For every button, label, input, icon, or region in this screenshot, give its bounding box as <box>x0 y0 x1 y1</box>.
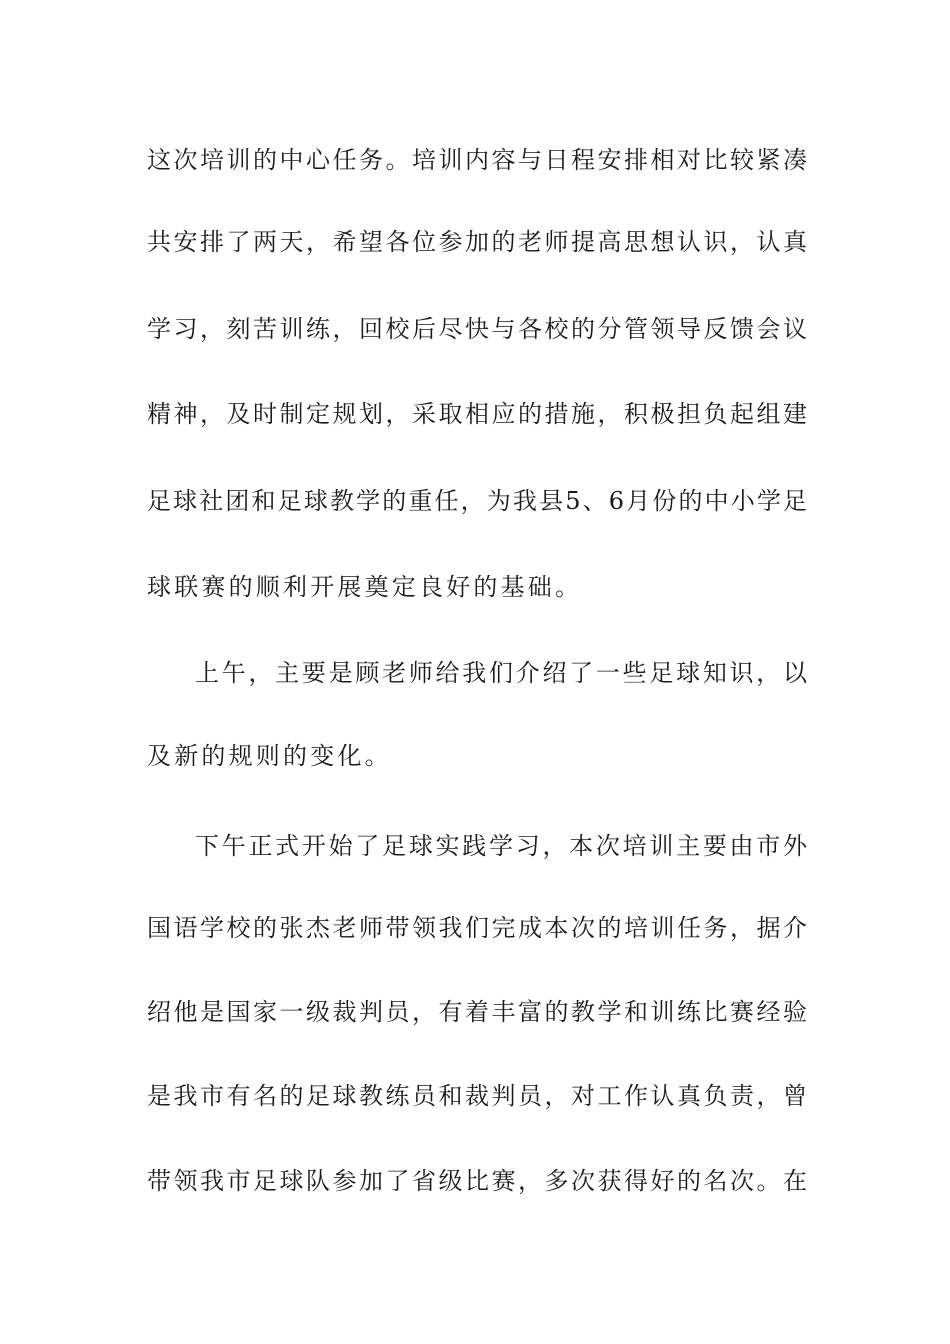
text-line-2: 共安排了两天，希望各位参加的老师提高思想认识，认真 <box>147 228 807 256</box>
text-line-6: 球联赛的顺利开展奠定良好的基础。 <box>147 573 583 601</box>
text-line-11: 绍他是国家一级裁判员，有着丰富的教学和训练比赛经验 <box>147 998 807 1026</box>
text-line-3: 学习，刻苦训练，回校后尽快与各校的分管领导反馈会议 <box>147 315 807 343</box>
text-line-10: 国语学校的张杰老师带领我们完成本次的培训任务，据介 <box>147 914 807 942</box>
text-line-4: 精神，及时制定规划，采取相应的措施，积极担负起组建 <box>147 400 807 428</box>
text-line-5: 足球社团和足球教学的重任，为我县5、6月份的中小学足 <box>147 487 807 515</box>
text-line-8: 及新的规则的变化。 <box>147 742 392 770</box>
text-line-12: 是我市有名的足球教练员和裁判员，对工作认真负责，曾 <box>147 1082 807 1110</box>
text-line-13: 带领我市足球队参加了省级比赛，多次获得好的名次。在 <box>147 1167 807 1195</box>
text-line-7: 上午，主要是顾老师给我们介绍了一些足球知识，以 <box>195 659 807 687</box>
text-line-9: 下午正式开始了足球实践学习，本次培训主要由市外 <box>195 832 807 860</box>
text-line-1: 这次培训的中心任务。培训内容与日程安排相对比较紧凑 <box>147 146 807 174</box>
